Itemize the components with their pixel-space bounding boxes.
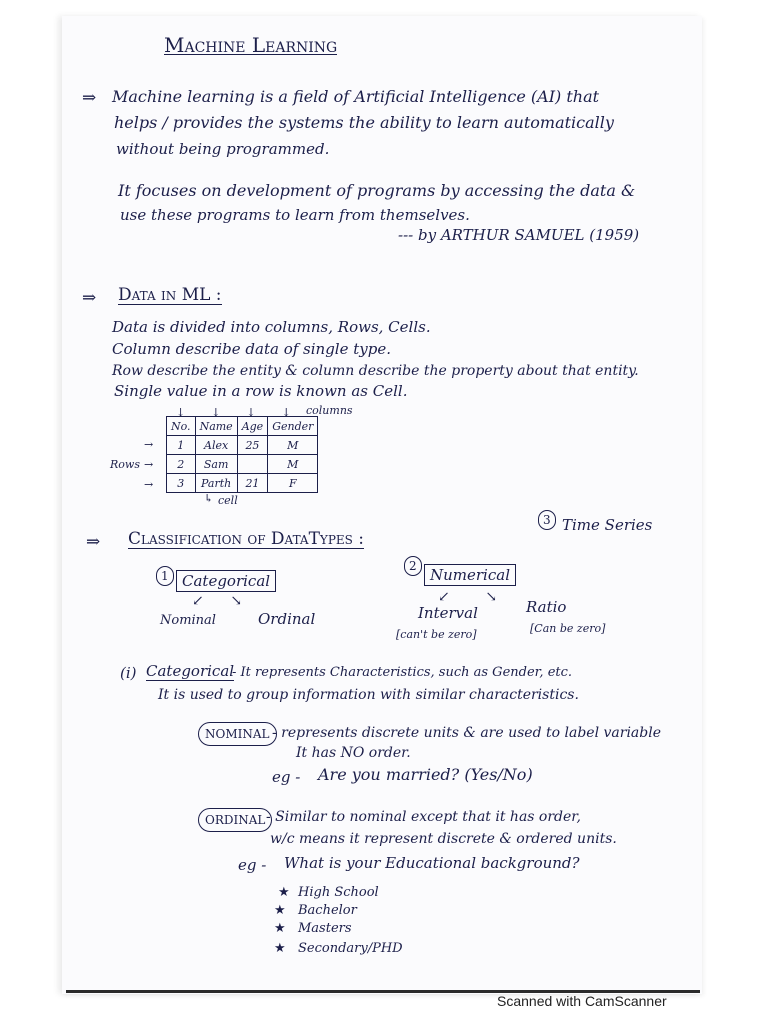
nominal-example: Are you married? (Yes/No) [318,765,533,784]
categorical-box: Categorical [176,570,276,592]
classification-heading: Classification of DataTypes : [128,529,365,549]
ordinal-tag: ORDINAL [198,808,272,832]
table-cell: 1 [167,436,196,455]
table-header-row [167,417,318,436]
page-title: Machine Learning [164,33,338,57]
number-badge: 2 [404,556,422,576]
row-arrow-icon: → [144,478,154,491]
table-cell: M [268,436,318,455]
interval-note: [can't be zero] [396,628,477,641]
time-series-label: Time Series [562,516,653,534]
categorical-term: Categorical [146,662,235,680]
table-cell: Parth [195,474,237,493]
table-cell: Sam [195,455,237,474]
data-line-1: Data is divided into columns, Rows, Cells. [112,318,431,336]
data-in-ml-heading: Data in ML : [118,285,222,305]
attribution: --- by ARTHUR SAMUEL (1959) [398,226,640,244]
ordinal-label: Ordinal [258,610,316,628]
table-cell: Alex [195,436,237,455]
number-badge: 3 [538,510,556,530]
star-icon: ★ [274,941,286,956]
example-table [166,416,318,493]
down-arrows-icon: ↓↓↓↓ [176,406,317,419]
table-cell: 25 [237,436,268,455]
interval-label: Interval [418,604,478,622]
table-header: Gender [268,417,318,436]
data-line-4: Single value in a row is known as Cell. [114,382,408,400]
table-cell: 2 [167,455,196,474]
data-line-2: Column describe data of single type. [112,340,391,358]
ratio-note: [Can be zero] [530,622,606,635]
table-cell: M [268,455,318,474]
star-icon: ★ [274,921,286,936]
eg-prefix: eg - [272,768,301,786]
number-badge: 1 [156,566,174,586]
table-cell: 21 [237,474,268,493]
ordinal-example: What is your Educational background? [284,854,580,872]
rows-label: Rows [110,458,140,471]
arrow-icon: ⇒ [86,532,101,552]
list-item: High School [298,885,379,900]
list-item: Masters [298,921,352,936]
star-icon: ★ [274,903,286,918]
scanner-watermark: Scanned with CamScanner [497,993,667,1009]
table-cell [237,455,268,474]
eg-prefix: eg - [238,856,267,874]
intro-line-1: Machine learning is a field of Artificial Intelligence (AI) that [112,87,600,106]
branch-arrows-icon: ↙ ↘ [438,589,498,605]
cell-arrow-icon: ↳ [204,492,214,505]
table-header: Name [195,417,237,436]
columns-label: columns [306,404,353,417]
section-marker: (i) [120,664,137,682]
intro-line-2: helps / provides the systems the ability to learn automatically [114,113,614,132]
arrow-icon: ⇒ [82,88,97,108]
nominal-line-1: - represents discrete units & are used to label variable [272,725,662,741]
row-arrow-icon: → [144,438,154,451]
list-item: Bachelor [298,903,357,918]
nominal-line-2: It has NO order. [296,745,411,761]
row-arrow-icon: → [144,458,154,471]
numerical-box: Numerical [424,564,516,586]
intro-line-5: use these programs to learn from themselves. [120,206,470,224]
table-row [167,455,318,474]
table-row [167,436,318,455]
table-cell: 3 [167,474,196,493]
table-cell: F [268,474,318,493]
nominal-tag: NOMINAL [198,722,277,746]
table-header: No. [167,417,196,436]
nominal-label: Nominal [160,613,216,628]
ratio-label: Ratio [526,598,567,616]
intro-line-4: It focuses on development of programs by accessing the data & [118,181,636,200]
categorical-line-1: - It represents Characteristics, such as Gender, etc. [232,665,573,680]
table-row [167,474,318,493]
branch-arrows-icon: ↙ ↘ [192,593,243,609]
table-header: Age [237,417,268,436]
arrow-icon: ⇒ [82,288,97,308]
cell-label: cell [218,494,238,507]
ordinal-line-1: - Similar to nominal except that it has order, [266,809,581,825]
star-icon: ★ [278,885,290,900]
categorical-line-2: It is used to group information with similar characteristics. [158,687,579,703]
data-line-3: Row describe the entity & column describe the property about that entity. [112,363,639,379]
intro-line-3: without being programmed. [116,140,330,158]
list-item: Secondary/PHD [298,941,403,956]
ordinal-line-2: w/c means it represent discrete & ordered units. [270,831,617,847]
